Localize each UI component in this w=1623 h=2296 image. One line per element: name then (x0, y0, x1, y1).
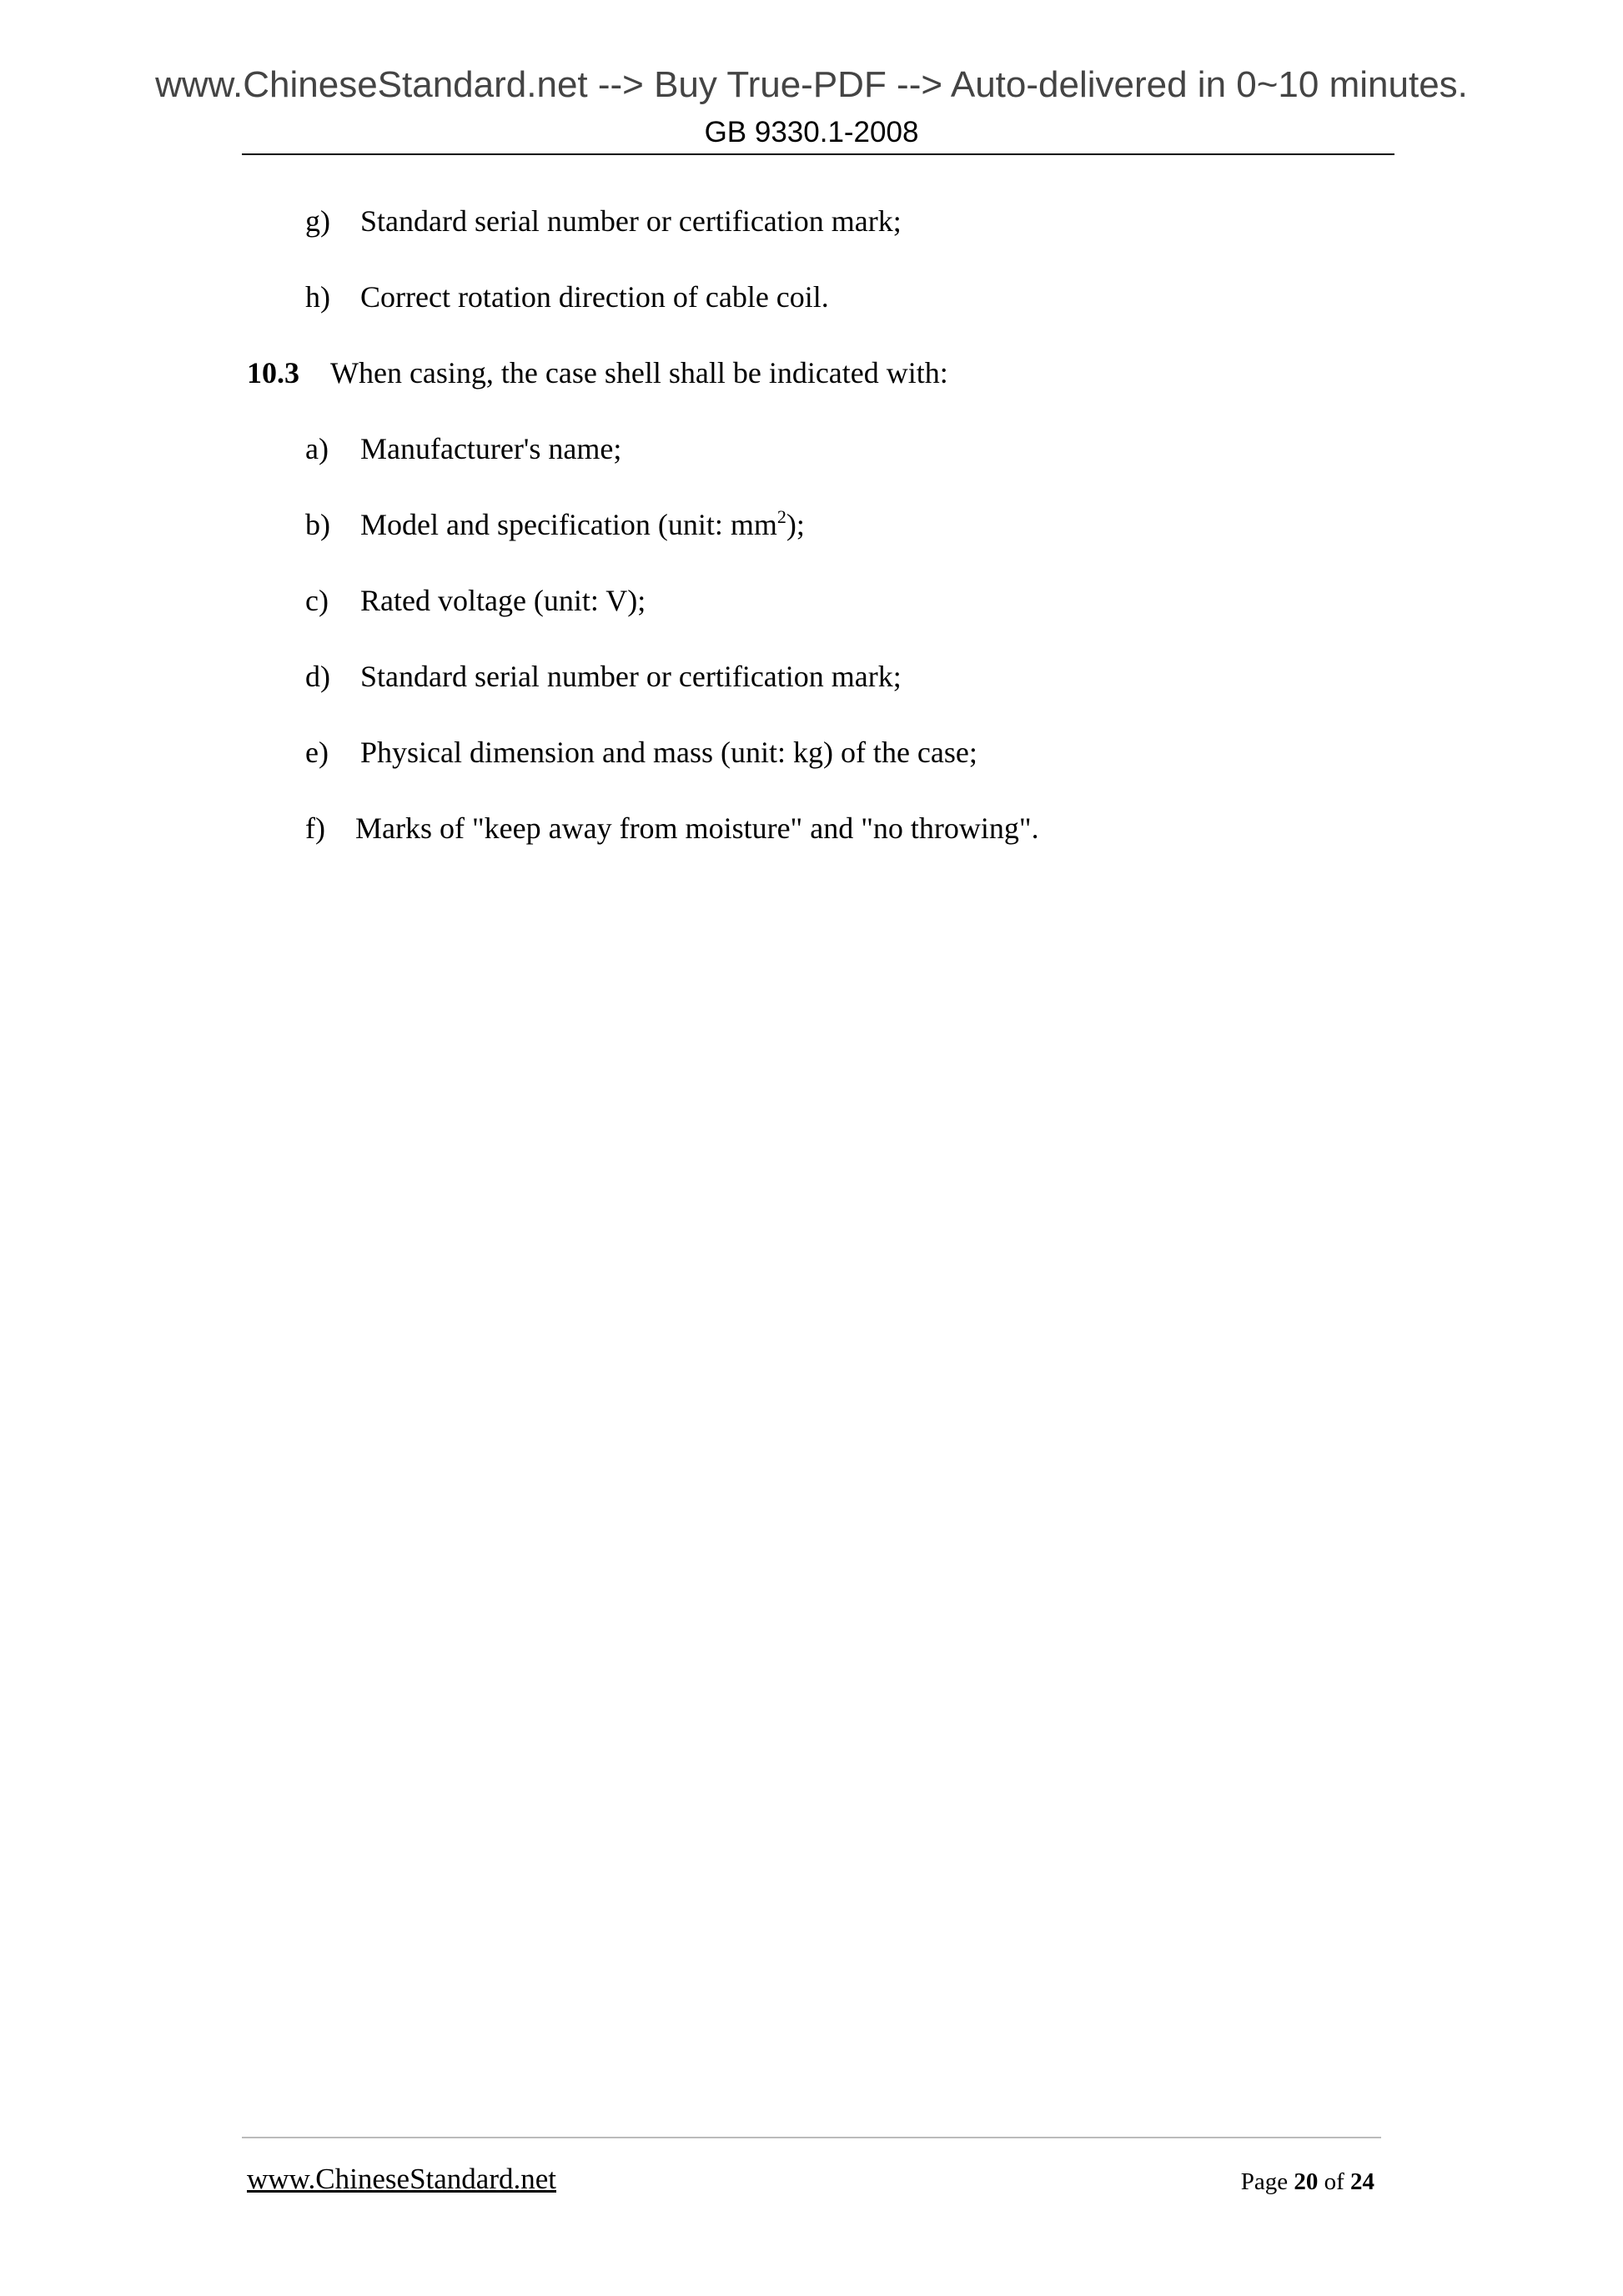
page-of: of (1324, 2168, 1344, 2195)
list-item-text: Standard serial number or certification mark; (360, 660, 902, 693)
list-item-a (305, 430, 621, 467)
list-item-text: Standard serial number or certification mark; (360, 204, 902, 238)
list-item-g (305, 203, 902, 239)
page-indicator (1226, 2167, 1374, 2197)
list-marker: g) (305, 204, 330, 238)
list-item-d (305, 658, 902, 695)
list-item-b (305, 506, 805, 543)
list-item-text: Physical dimension and mass (unit: kg) of the case; (360, 736, 977, 769)
header-divider (242, 153, 1394, 155)
list-marker: f) (305, 811, 325, 845)
list-marker: b) (305, 508, 330, 541)
list-marker: h) (305, 280, 330, 314)
clause-10-3 (247, 354, 948, 391)
list-item-text: Manufacturer's name; (360, 432, 622, 465)
list-item-text: Correct rotation direction of cable coil. (360, 280, 829, 314)
clause-number: 10.3 (247, 356, 299, 389)
list-marker: d) (305, 660, 330, 693)
list-marker: c) (305, 584, 329, 617)
list-item-c (305, 582, 646, 619)
list-item-text: Rated voltage (unit: V); (360, 584, 646, 617)
list-item-e (305, 734, 977, 771)
list-marker: a) (305, 432, 329, 465)
superscript: 2 (776, 506, 786, 527)
page-current: 20 (1294, 2168, 1319, 2195)
footer-website-link[interactable]: www.ChineseStandard.net (247, 2163, 556, 2195)
list-item-text: Model and specification (unit: mm (360, 508, 777, 541)
page-prefix: Page (1240, 2168, 1289, 2195)
list-item-f (305, 810, 1039, 847)
list-item-h (305, 279, 829, 315)
list-marker: e) (305, 736, 329, 769)
top-banner: www.ChineseStandard.net --> Buy True-PDF --> Auto-delivered in 0~10 minutes. (155, 64, 1468, 105)
list-item-text-after: ); (786, 508, 805, 541)
footer-divider (242, 2137, 1381, 2138)
standard-number: GB 9330.1-2008 (704, 116, 919, 148)
page-total: 24 (1350, 2168, 1374, 2195)
clause-text: When casing, the case shell shall be indicated with: (330, 356, 948, 389)
list-item-text: Marks of "keep away from moisture" and "no throwing". (355, 811, 1039, 845)
